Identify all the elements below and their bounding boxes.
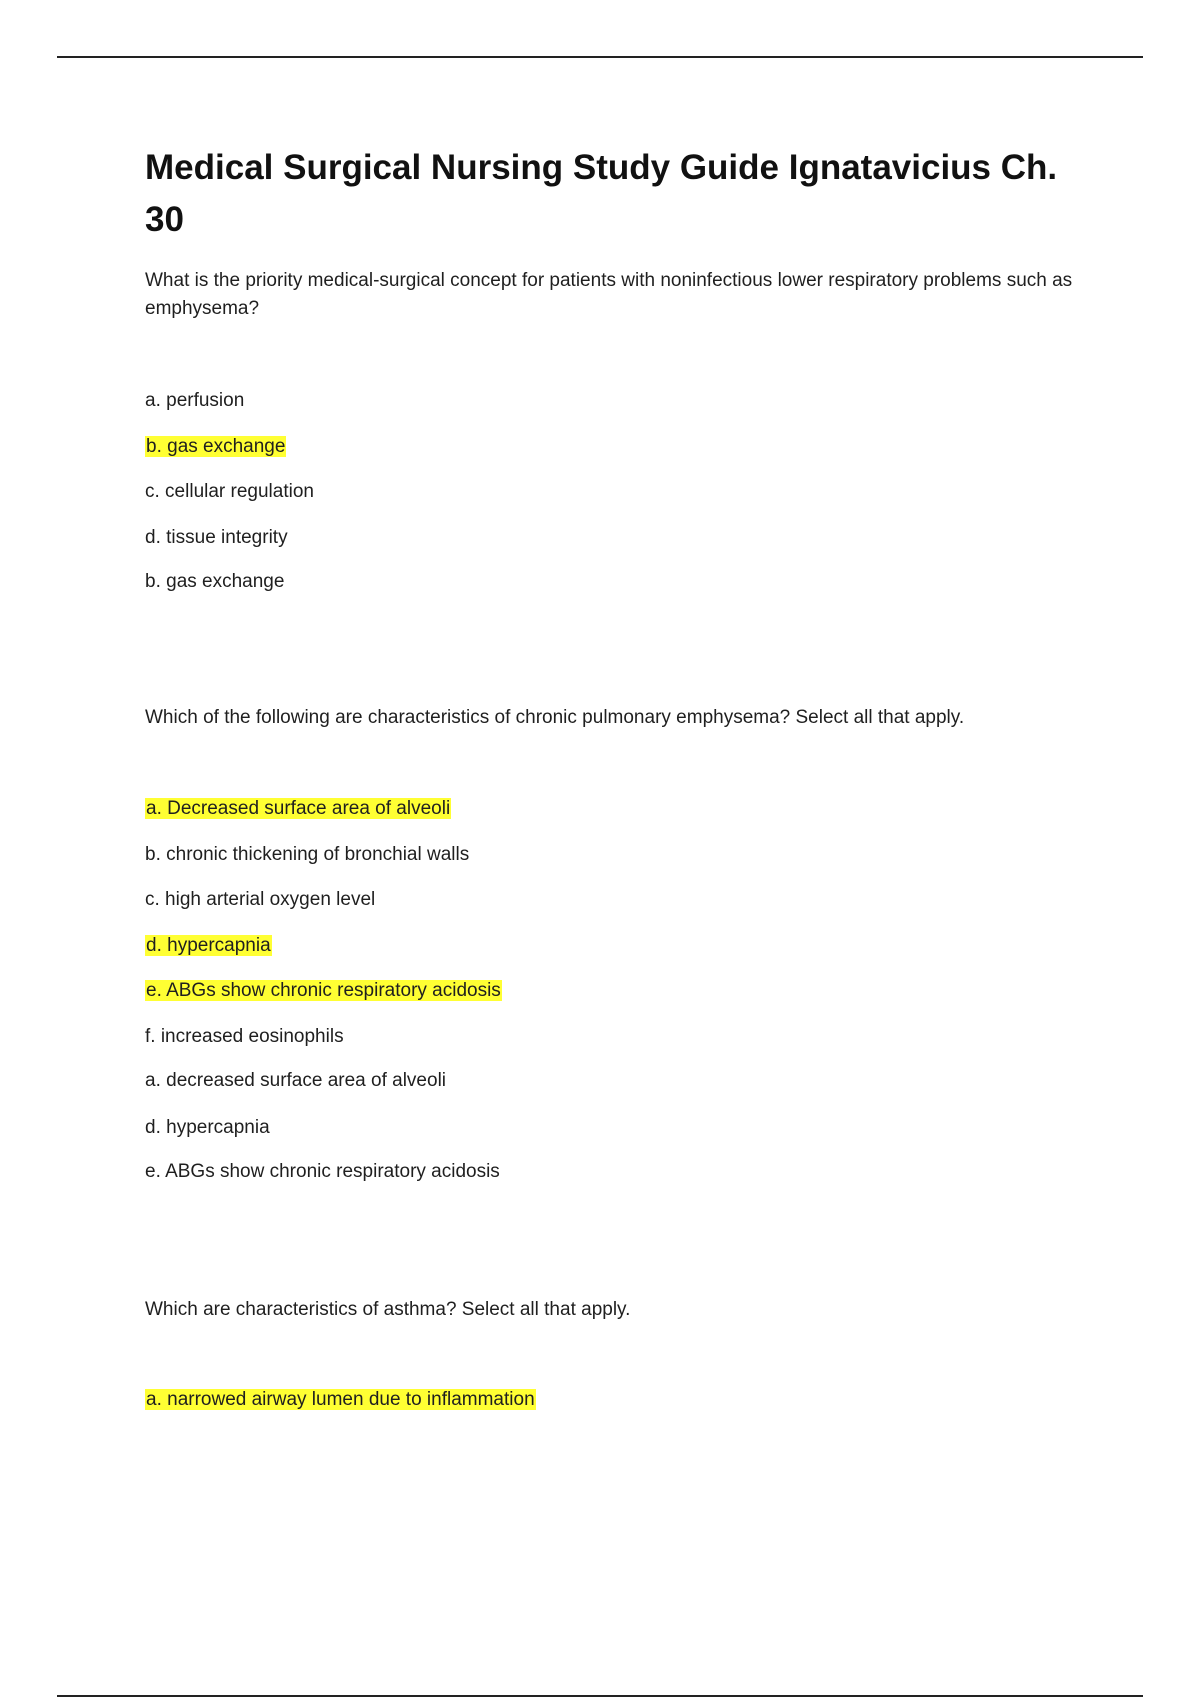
- option-text-highlighted: a. Decreased surface area of alveoli: [146, 798, 451, 819]
- question-3-option-a: [145, 1386, 536, 1414]
- question-1-option-b: [145, 433, 286, 461]
- header-rule: [57, 56, 1143, 58]
- option-text: f. increased eosinophils: [145, 1026, 344, 1047]
- option-text: a. perfusion: [145, 390, 245, 411]
- question-2-answer-1: a. decreased surface area of alveoli: [145, 1070, 447, 1091]
- option-text: b. chronic thickening of bronchial walls: [145, 844, 470, 865]
- question-2-option-a: [145, 795, 451, 823]
- question-2-answer-3: e. ABGs show chronic respiratory acidosis: [145, 1161, 500, 1182]
- question-2-option-c: [145, 886, 375, 914]
- option-text-highlighted: e. ABGs show chronic respiratory acidosis: [146, 980, 501, 1001]
- option-text: c. cellular regulation: [145, 481, 314, 502]
- option-text: c. high arterial oxygen level: [145, 889, 376, 910]
- question-1-option-d: [145, 524, 288, 552]
- option-text-highlighted: b. gas exchange: [146, 436, 286, 457]
- question-2-option-f: [145, 1023, 344, 1051]
- question-1-answer-1: b. gas exchange: [145, 571, 285, 592]
- option-text: d. tissue integrity: [145, 527, 288, 548]
- question-3-prompt: Which are characteristics of asthma? Select all that apply.: [145, 1299, 631, 1320]
- option-text-highlighted: d. hypercapnia: [146, 935, 271, 956]
- question-1-option-c: [145, 478, 314, 506]
- option-text-highlighted: a. narrowed airway lumen due to inflammation: [146, 1389, 535, 1410]
- question-2-option-d: [145, 932, 272, 960]
- question-2-prompt: Which of the following are characteristics of chronic pulmonary emphysema? Select all that apply.: [145, 707, 965, 728]
- question-2-answer-2: d. hypercapnia: [145, 1117, 270, 1138]
- footer-rule: [57, 1695, 1143, 1697]
- document-title: Medical Surgical Nursing Study Guide Ignatavicius Ch. 30: [145, 148, 1058, 239]
- question-2-option-e: [145, 977, 502, 1005]
- question-2-option-b: [145, 841, 469, 869]
- question-1-option-a: [145, 387, 244, 415]
- question-1-prompt: What is the priority medical-surgical concept for patients with noninfectious lower respiratory problems such as emphysema?: [145, 270, 1073, 319]
